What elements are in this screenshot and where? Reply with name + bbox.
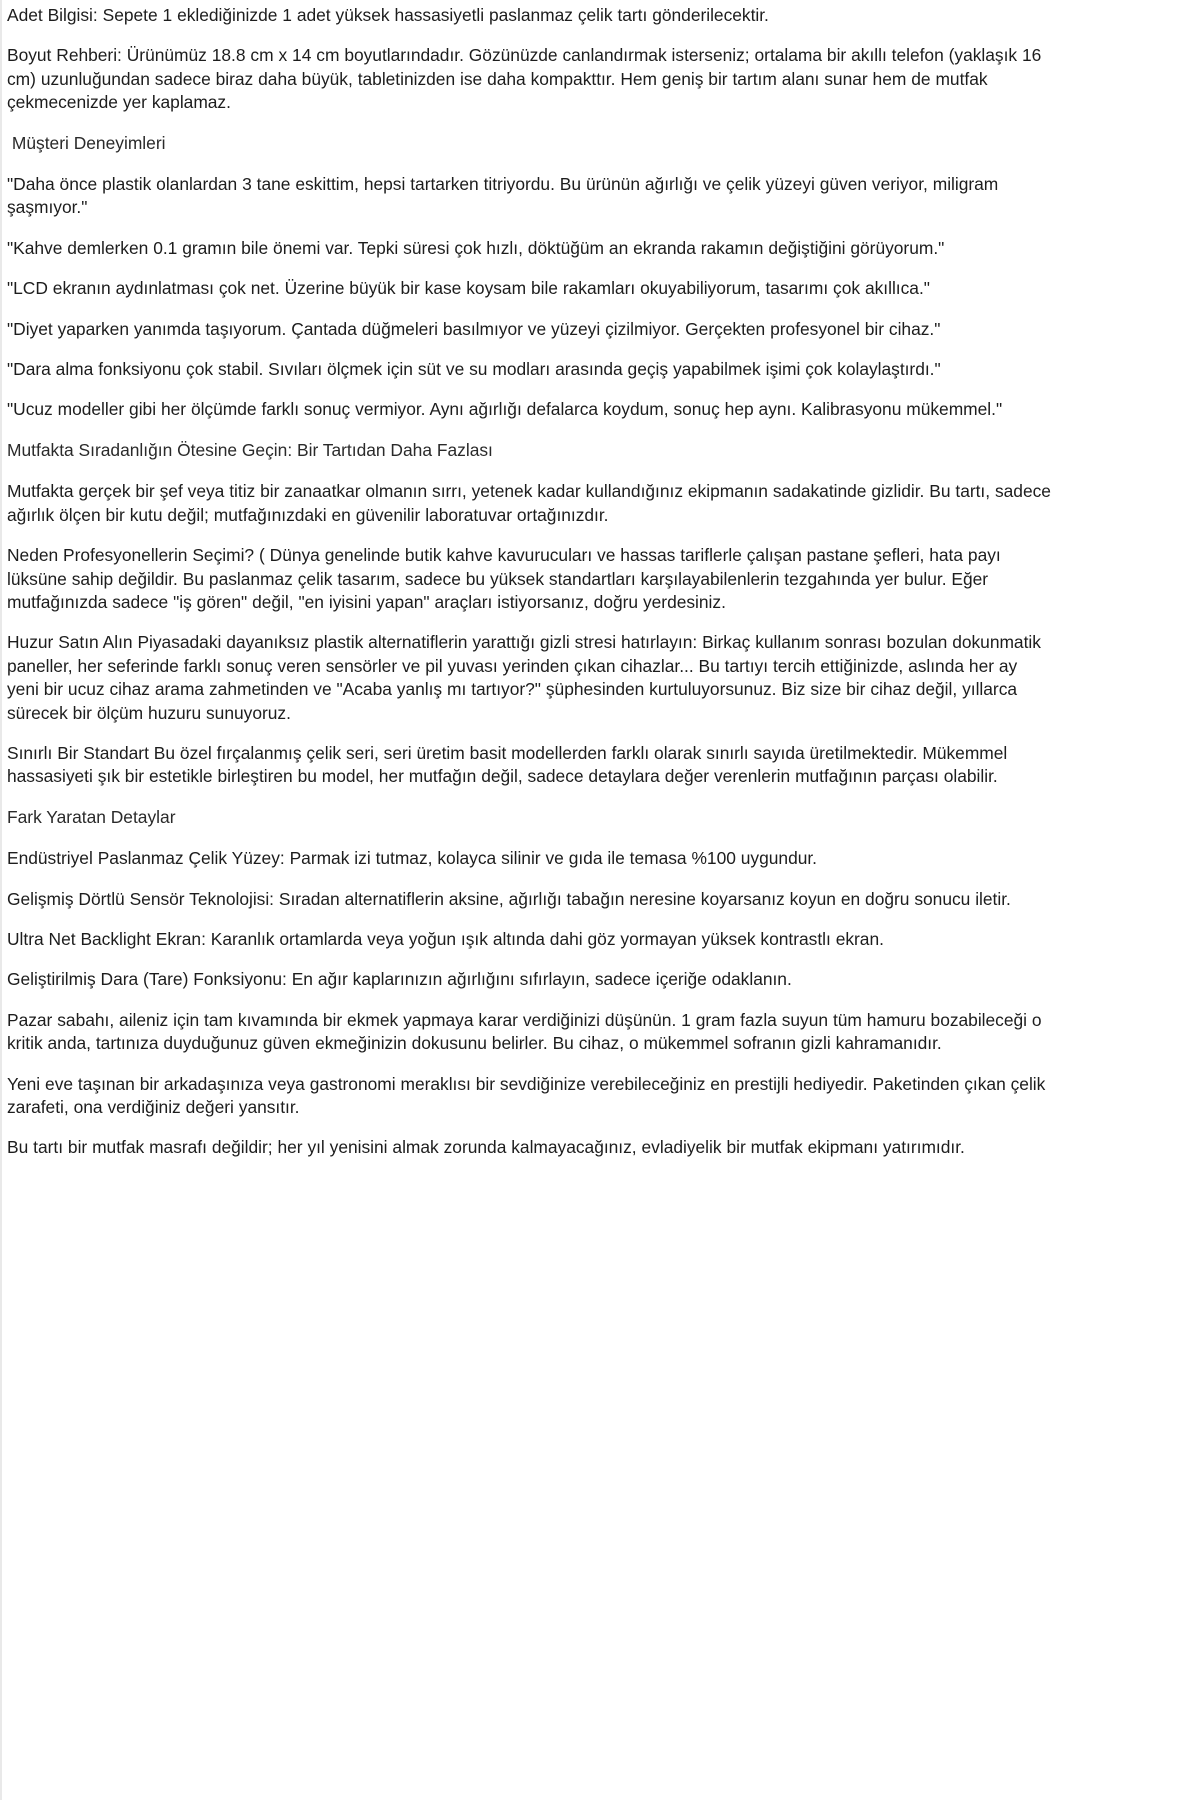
paragraph-closing: Bu tartı bir mutfak masrafı değildir; her yıl yenisini almak zorunda kalmayacağınız, evladiyelik bir mutfak ekipmanı yatırımıdır. xyxy=(7,1137,965,1158)
customer-review-5: "Dara alma fonksiyonu çok stabil. Sıvıları ölçmek için süt ve su modları arasında geçiş yapabilmek işimi çok kolaylaştırdı." xyxy=(7,359,941,380)
paragraph-peace-of-mind: Huzur Satın Alın Piyasadaki dayanıksız plastik alternatiflerin yarattığı gizli stresi hatırlayın: Birkaç kullanım sonrası bozulan dokunmatik paneller, her seferinde farklı sonuç veren sensörler ve pil yuvası yerinden çıkan cihazlar... Bu tartıyı tercih ettiğinizde, aslında her ay yeni bir ucuz cihaz arama zahmetinden ve "Acaba yanlış mı tartıyor?" şüphesinden kurtuluyorsunuz. Biz size bir cihaz değil, yıllarca sürecek bir ölçüm huzuru sunuyoruz. xyxy=(7,632,1046,723)
heading-details-that-matter: Fark Yaratan Detaylar xyxy=(7,806,176,827)
paragraph-scenario-gift: Yeni eve taşınan bir arkadaşınıza veya gastronomi meraklısı bir sevdiğinize verebileceğiniz en prestijli hediyedir. Paketinden çıkan çelik zarafeti, ona verdiğiniz değeri yansıtır. xyxy=(7,1073,1051,1117)
paragraph-size-guide: Boyut Rehberi: Ürünümüz 18.8 cm x 14 cm boyutlarındadır. Gözünüzde canlandırmak isterseniz; ortalama bir akıllı telefon (yaklaşık 16 cm) uzunluğundan sadece biraz daha büyük, tabletinizden ise daha kompakttır. Hem geniş bir tartım alanı sunar hem de mutfak çekmecenizde yer kaplamaz. xyxy=(7,45,1047,113)
paragraph-limited-standard: Sınırlı Bir Standart Bu özel fırçalanmış çelik seri, seri üretim basit modellerden farklı olarak sınırlı sayıda üretilmektedir. Mükemmel hassasiyeti şık bir estetikle birleştiren bu model, her mutfağın değil, sadece detaylara değer verenlerin mutfağının parçası olabilir. xyxy=(7,742,1013,787)
paragraph-beyond-ordinary-body: Mutfakta gerçek bir şef veya titiz bir zanaatkar olmanın sırrı, yetenek kadar kullandığınız ekipmanın sadakatinde gizlidir. Bu tartı, sadece ağırlık ölçen bir kutu değil; mutfağınızdaki en güvenilir laboratuvar ortağınızdır. xyxy=(7,481,1056,525)
feature-sensor-technology: Gelişmiş Dörtlü Sensör Teknolojisi: Sıradan alternatiflerin aksine, ağırlığı tabağın neresine koyarsanız koyun en doğru sonucu iletir. xyxy=(7,888,1011,909)
feature-backlight-display: Ultra Net Backlight Ekran: Karanlık ortamlarda veya yoğun ışık altında dahi göz yormayan yüksek kontrastlı ekran. xyxy=(7,928,884,949)
document-body xyxy=(5,4,1056,1160)
paragraph-unit-info: Adet Bilgisi: Sepete 1 eklediğinizde 1 adet yüksek hassasiyetli paslanmaz çelik tartı gönderilecektir. xyxy=(7,5,769,25)
customer-review-1: "Daha önce plastik olanlardan 3 tane eskittim, hepsi tartarken titriyordu. Bu ürünün ağırlığı ve çelik yüzeyi güven veriyor, miligram şaşmıyor." xyxy=(7,174,1004,218)
heading-beyond-ordinary: Mutfakta Sıradanlığın Ötesine Geçin: Bir Tartıdan Daha Fazlası xyxy=(7,439,493,460)
heading-customer-experiences: Müşteri Deneyimleri xyxy=(7,132,166,153)
customer-review-4: "Diyet yaparken yanımda taşıyorum. Çantada düğmeleri basılmıyor ve yüzeyi çizilmiyor. Gerçekten profesyonel bir cihaz." xyxy=(7,318,941,339)
customer-review-2: "Kahve demlerken 0.1 gramın bile önemi var. Tepki süresi çok hızlı, döktüğüm an ekranda rakamın değiştiğini görüyorum." xyxy=(7,237,945,258)
paragraph-scenario-bread: Pazar sabahı, aileniz için tam kıvamında bir ekmek yapmaya karar verdiğinizi düşünün. 1 gram fazla suyun tüm hamuru bozabileceği o kritik anda, tartınıza duyduğunuz güven ekmeğinizin dokusunu belirler. Bu cihaz, o mükemmel sofranın gizli kahramanıdır. xyxy=(7,1009,1047,1054)
feature-tare-function: Geliştirilmiş Dara (Tare) Fonksiyonu: En ağır kaplarınızın ağırlığını sıfırlayın, sadece içeriğe odaklanın. xyxy=(7,969,792,990)
customer-review-3: "LCD ekranın aydınlatması çok net. Üzerine büyük bir kase koysam bile rakamları okuyabiliyorum, tasarımı çok akıllıca." xyxy=(7,278,930,299)
feature-steel-surface: Endüstriyel Paslanmaz Çelik Yüzey: Parmak izi tutmaz, kolayca silinir ve gıda ile temasa %100 uygundur. xyxy=(7,848,817,869)
customer-review-6: "Ucuz modeller gibi her ölçümde farklı sonuç vermiyor. Aynı ağırlığı defalarca koydum, sonuç hep aynı. Kalibrasyonu mükemmel." xyxy=(7,399,1003,420)
page-left-edge-rule xyxy=(0,0,2,1800)
paragraph-why-professionals: Neden Profesyonellerin Seçimi? ( Dünya genelinde butik kahve kavurucuları ve hassas tariflerle çalışan pastane şefleri, hata payı lüksüne sahip değildir. Bu paslanmaz çelik tasarım, sadece bu yüksek standartları karşılayabilenlerin tezgahında yer bulur. Eğer mutfağınızda sadece "iş gören" değil, "en iyisini yapan" araçları istiyorsanız, doğru yerdesiniz. xyxy=(7,545,1006,612)
